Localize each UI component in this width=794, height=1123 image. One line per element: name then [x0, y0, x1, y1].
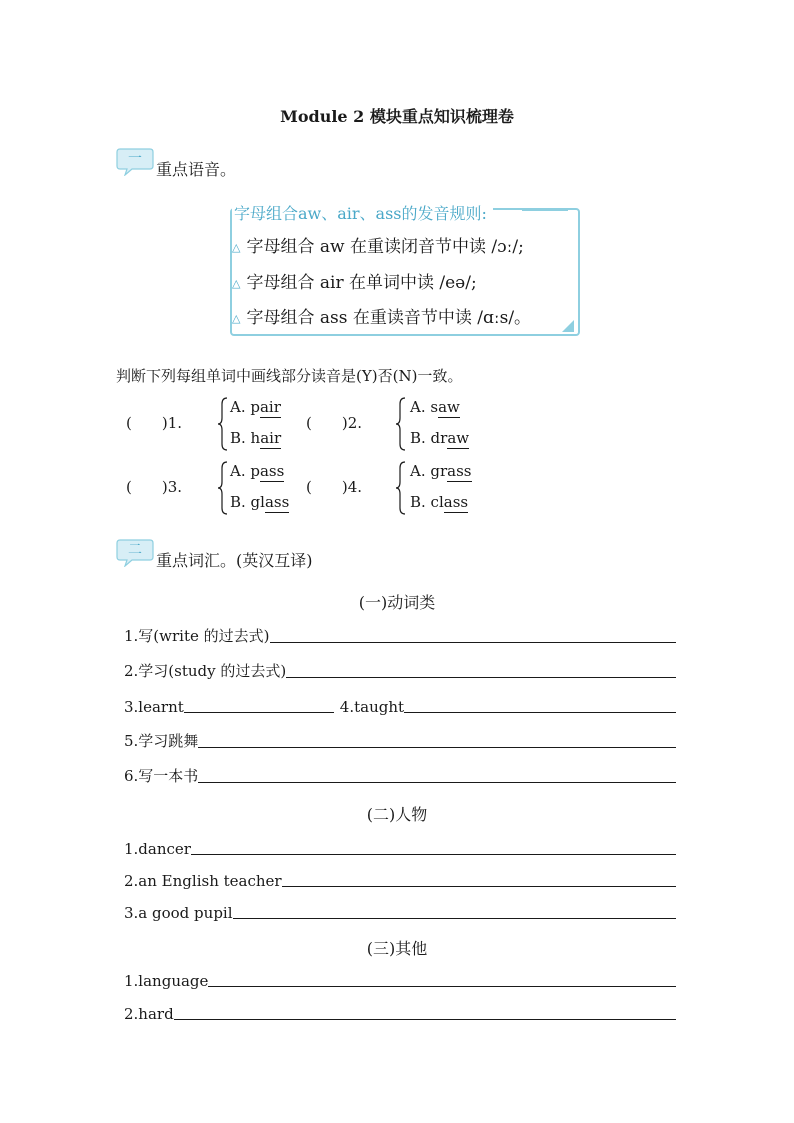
group-3-title: (三)其他 [366, 939, 428, 958]
option-b: B. class [410, 493, 469, 511]
vocab-row: 1.language [124, 968, 676, 990]
section-1-badge: 一 [128, 151, 142, 167]
rule-item: △ 字母组合 ass 在重读音节中读 /ɑːs/。 [232, 308, 532, 328]
section-2-badge: 二 [128, 542, 142, 558]
option-a: A. saw [410, 398, 460, 416]
option-a: A. pass [230, 462, 285, 480]
option-b: B. glass [230, 493, 290, 511]
answer-line[interactable] [404, 712, 676, 713]
rule-box-dash [522, 209, 568, 211]
triangle-bullet-icon: △ [232, 241, 241, 254]
answer-line[interactable] [208, 986, 676, 987]
brace-icon [396, 396, 406, 452]
answer-line[interactable] [184, 712, 334, 713]
section-2-title: 重点词汇。(英汉互译) [156, 551, 313, 570]
brace-icon [218, 396, 228, 452]
vocab-row: 3.learnt 4.taught [124, 694, 676, 716]
triangle-bullet-icon: △ [232, 277, 241, 290]
answer-line[interactable] [198, 782, 676, 783]
vocab-row: 5.学习跳舞 [124, 729, 676, 751]
answer-blank[interactable]: ( )4. [306, 478, 363, 496]
option-a: A. pair [230, 398, 281, 416]
corner-fold-icon [562, 320, 574, 332]
vocab-row: 1.dancer [124, 836, 676, 858]
answer-line[interactable] [233, 918, 676, 919]
vocab-row: 1.写(write 的过去式) [124, 624, 676, 646]
vocab-row: 2.an English teacher [124, 868, 676, 890]
group-1-title: (一)动词类 [358, 593, 436, 612]
option-b: B. hair [230, 429, 282, 447]
answer-blank[interactable]: ( )1. [126, 414, 183, 432]
brace-icon [396, 460, 406, 516]
question-3 [126, 460, 326, 520]
group-2-title: (二)人物 [366, 805, 428, 824]
brace-icon [218, 460, 228, 516]
answer-line[interactable] [286, 677, 676, 678]
answer-line[interactable] [198, 747, 676, 748]
vocab-row: 6.写一本书 [124, 764, 676, 786]
question-2 [306, 396, 506, 456]
page-title: Module 2 模块重点知识梳理卷 [280, 107, 514, 126]
section-1-title: 重点语音。 [156, 160, 237, 179]
triangle-bullet-icon: △ [232, 312, 241, 325]
rule-box-title: 字母组合aw、air、ass的发音规则: [232, 201, 493, 224]
vocab-row: 2.学习(study 的过去式) [124, 659, 676, 681]
answer-blank[interactable]: ( )3. [126, 478, 183, 496]
rule-item: △ 字母组合 aw 在重读闭音节中读 /ɔː/; [232, 237, 524, 257]
question-4 [306, 460, 506, 520]
answer-line[interactable] [191, 854, 676, 855]
rule-item: △ 字母组合 air 在单词中读 /eə/; [232, 273, 477, 293]
speech-bubble-icon [116, 146, 154, 176]
speech-bubble-icon [116, 537, 154, 567]
option-a: A. grass [410, 462, 472, 480]
option-b: B. draw [410, 429, 470, 447]
answer-line[interactable] [174, 1019, 676, 1020]
vocab-row: 3.a good pupil [124, 900, 676, 922]
question-1 [126, 396, 326, 456]
answer-line[interactable] [282, 886, 676, 887]
instruction: 判断下列每组单词中画线部分读音是(Y)否(N)一致。 [116, 367, 463, 385]
vocab-row: 2.hard [124, 1001, 676, 1023]
answer-blank[interactable]: ( )2. [306, 414, 363, 432]
answer-line[interactable] [270, 642, 677, 643]
